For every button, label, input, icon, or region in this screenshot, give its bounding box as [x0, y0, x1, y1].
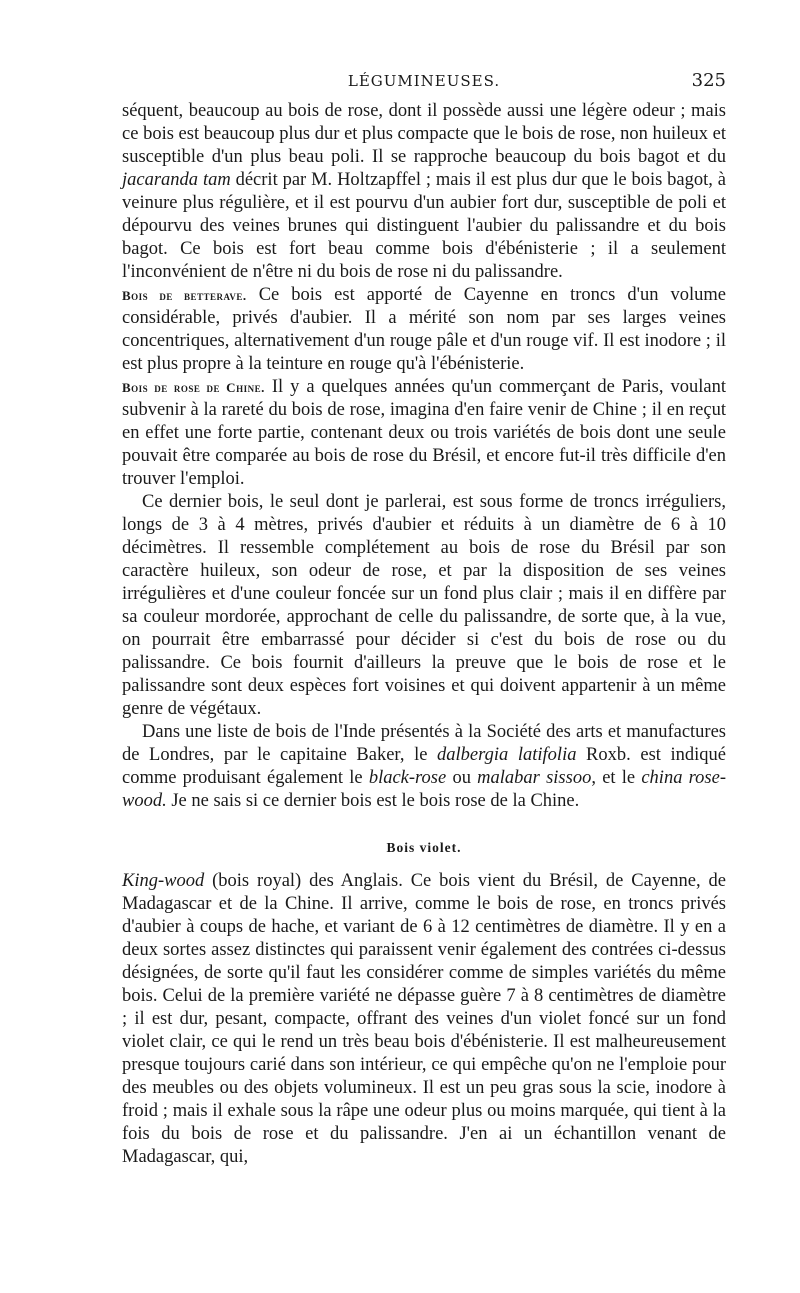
text-run: , et le: [591, 768, 642, 788]
paragraph: [122, 491, 726, 721]
text-run: Je ne sais si ce dernier bois est le bois rose de la Chine.: [166, 791, 580, 811]
paragraph: [122, 721, 726, 813]
paragraph-lead-term: Bois de betterave.: [122, 288, 247, 303]
running-title: LÉGUMINEUSES.: [347, 72, 501, 90]
page-number: 325: [691, 70, 726, 91]
text-run: Il y a quelques années qu'un commerçant de Paris, voulant subvenir à la rareté du bois de rose, imagina d'en faire venir de Chine ; il en reçut en effet une forte partie, contenant deux ou trois variétés de bois dont une seule pouvait être comparée au bois de rose du Brésil, et encore fut-il très difficile d'en trouver l'emploi.: [122, 377, 726, 489]
body-text-upper: [122, 100, 726, 813]
section-heading: Bois violet.: [386, 840, 462, 855]
italic-term: black-rose: [368, 768, 447, 788]
text-run: Roxb. est indiqué comme produisant également le: [122, 745, 726, 788]
paragraph: [122, 284, 726, 376]
italic-term: dalbergia latifolia: [437, 745, 577, 765]
italic-term: china rose-wood.: [122, 768, 727, 811]
text-run: décrit par M. Holtzapffel ; mais il est plus dur que le bois bagot, à veinure plus régulière, et il est pourvu d'un aubier fort dur, susceptible de poli et dépourvu des veines brunes qui distinguent l'aubier du palissandre et du bois bagot. Ce bois est fort beau comme bois d'ébénisterie ; il a seulement l'inconvénient de n'être ni du bois de rose ni du palissandre.: [122, 170, 726, 282]
body-text-lower: [122, 870, 726, 1169]
text-run: Ce bois est apporté de Cayenne en troncs d'un volume considérable, privés d'aubier. Il a mérité son nom par ses larges veines concentriques, alternativement d'un rouge pâle et d'un rouge vif. Il est inodore ; il est plus propre à la teinture en rouge qu'à l'ébénisterie.: [122, 285, 726, 374]
paragraph-lead-term: Bois de rose de Chine.: [122, 380, 265, 395]
paragraph: [122, 870, 726, 1169]
text-run: ou: [446, 768, 478, 788]
paragraph: [122, 376, 726, 491]
page-header: [122, 72, 726, 100]
paragraph: [122, 100, 726, 284]
text-run: séquent, beaucoup au bois de rose, dont il possède aussi une légère odeur ; mais ce bois est beaucoup plus dur et plus compacte que le bois de rose, non huileux et susceptible d'un plus beau poli. Il se rapproche beaucoup du bois bagot et du: [122, 101, 726, 167]
text-run: (bois royal) des Anglais. Ce bois vient du Brésil, de Cayenne, de Madagascar et de la Chine. Il arrive, comme le bois de rose, en troncs privés d'aubier à coups de hache, et variant de 6 à 12 centimètres de diamètre. Il y en a deux sortes assez distinctes qui paraissent venir également des contrées ci-dessus désignées, de sorte qu'il faut les considérer comme de simples variétés du même bois. Celui de la première variété ne dépasse guère 7 à 8 centimètres de diamètre ; il est dur, pesant, compacte, offrant des veines d'un violet foncé sur un fond violet clair, ce qui le rend un très beau bois d'ébénisterie. Il est malheureusement presque toujours carié dans son intérieur, ce qui empêche qu'on ne l'emploie pour des meubles ou des objets volumineux. Il est un peu gras sous la scie, inodore à froid ; mais il exhale sous la râpe une odeur plus ou moins marquée, qui tient à la fois du bois de rose et du palissandre. J'en ai un échantillon venant de Madagascar, qui,: [122, 871, 726, 1167]
text-run: Ce dernier bois, le seul dont je parlerai, est sous forme de troncs irréguliers, longs de 3 à 4 mètres, privés d'aubier et réduits à un diamètre de 6 à 10 décimètres. Il ressemble complétement au bois de rose du Brésil par son caractère huileux, son odeur de rose, et par la disposition de ses veines irrégulières et d'une couleur foncée sur un fond plus clair ; mais il en diffère par sa couleur mordorée, approchant de celle du palissandre, de sorte que, à la vue, on pourrait être embarrassé pour décider si c'est du bois de rose ou du palissandre. Ce bois fournit d'ailleurs la preuve que le bois de rose et le palissandre sont deux espèces fort voisines et qui doivent appartenir à un même genre de végétaux.: [122, 492, 726, 719]
italic-term: jacaranda tam: [122, 170, 231, 190]
italic-term: King-wood: [122, 871, 205, 891]
text-run: Dans une liste de bois de l'Inde présentés à la Société des arts et manufactures de Londres, par le capitaine Baker, le: [122, 722, 726, 765]
italic-term: malabar sissoo: [477, 768, 592, 788]
